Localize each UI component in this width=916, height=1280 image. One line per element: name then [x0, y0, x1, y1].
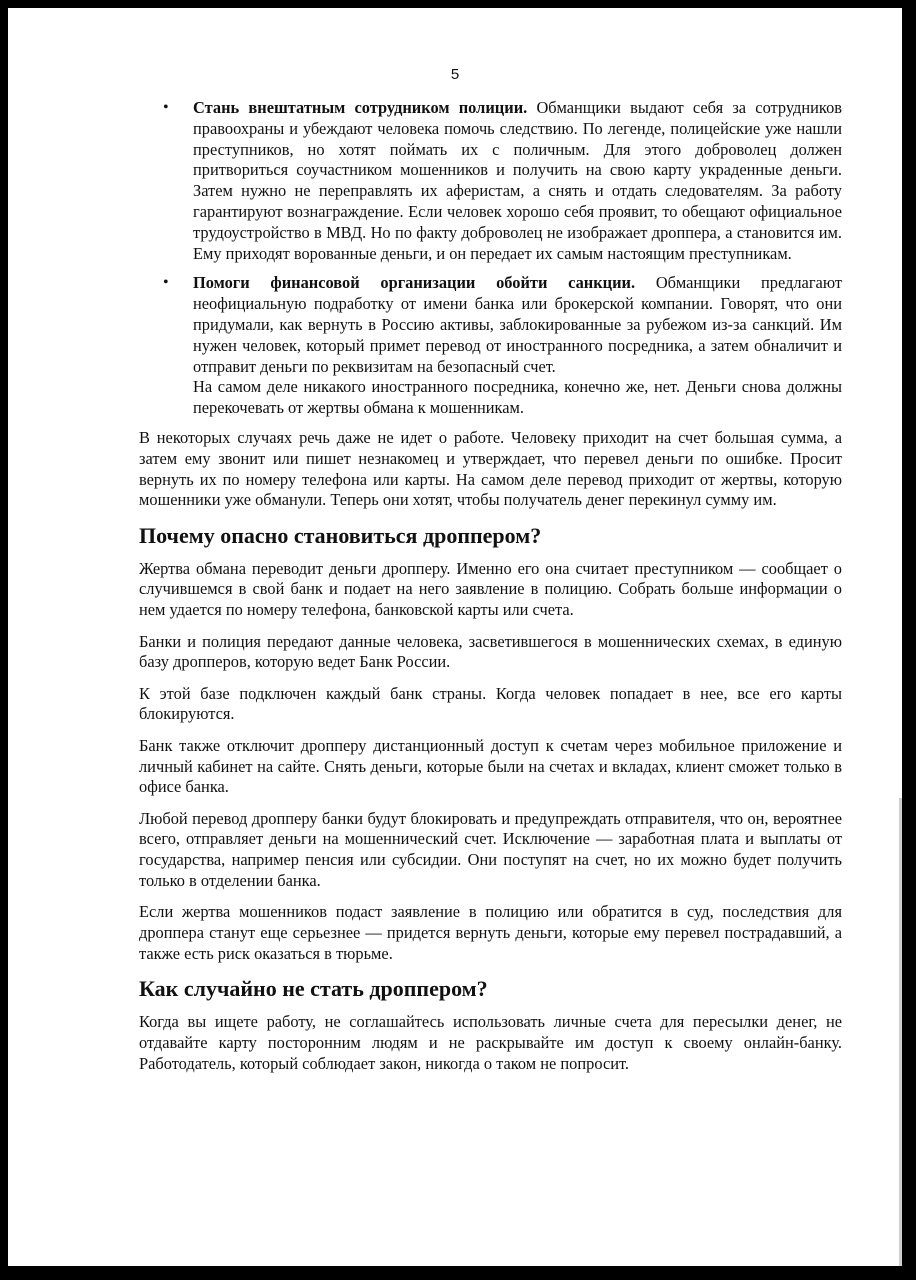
scrollbar[interactable] [899, 798, 902, 1266]
bullet-text: Обманщики выдают себя за сотрудников правоохраны и убеждают человека помочь следствию. По легенде, полицейские уже нашли преступников, но хотят поймать их с поличным. Для этого доброволец должен притвориться соучастником мошенников и получить на свою карту украденные деньги. Затем нужно не переправлять их аферистам, а снять и отдать следователям. За работу гарантируют вознаграждение. Если человек хорошо себя проявит, то обещают официальное трудоустройство в МВД. Но по факту доброволец не изображает дроппера, а становится им. Ему приходят ворованные деньги, и он передает их самым настоящим преступникам. [193, 98, 843, 263]
bullet-lead: Помоги финансовой организации обойти санкции. [193, 273, 636, 293]
paragraph: Если жертва мошенников подаст заявление в полицию или обратится в суд, последствия для дроппера станут еще серьезнее — придется вернуть деньги, которые ему перевел пострадавший, а также есть риск оказаться в тюрьме. [139, 902, 842, 963]
bullet-dot-icon: • [163, 274, 169, 292]
bullet-list [139, 98, 842, 419]
paragraph-intro: В некоторых случаях речь даже не идет о работе. Человеку приходит на счет большая сумма, а затем ему звонит или пишет незнакомец и утверждает, что перевел деньги по ошибке. Просит вернуть их по номеру телефона или карты. На самом деле перевод приходит от жертвы, которую мошенники уже обманули. Теперь они хотят, чтобы получатель денег перекинул сумму им. [139, 427, 842, 510]
paragraph: Банки и полиция передают данные человека, засветившегося в мошеннических схемах, в единую базу дропперов, которую ведет Банк России. [139, 631, 842, 672]
bullet-lead: Стань внештатным сотрудником полиции. [193, 98, 528, 117]
paragraph: Банк также отключит дропперу дистанционный доступ к счетам через мобильное приложение и личный кабинет на сайте. Снять деньги, которые были на счетах и вкладах, клиент сможет только в офисе банка. [139, 735, 842, 797]
page-number: 5 [450, 66, 460, 83]
bullet-extra-text: На самом деле никакого иностранного посредника, конечно же, нет. Деньги снова должны перекочевать от жертвы обмана к мошенникам. [193, 377, 842, 418]
paragraph: Когда вы ищете работу, не соглашайтесь использовать личные счета для пересылки денег, не отдавайте карту посторонним людям и не раскрывайте им доступ к своему онлайн-банку. Работодатель, который соблюдает закон, никогда о таком не попросит. [139, 1012, 842, 1073]
paragraph: К этой базе подключен каждый банк страны. Когда человек попадает в нее, все его карты блокируются. [139, 683, 842, 724]
section-heading-prevention: Как случайно не стать дроппером? [139, 976, 488, 1002]
paragraph: Жертва обмана переводит деньги дропперу. Именно его она считает преступником — сообщает о случившемся в свой банк и подает на него заявление в полицию. Собрать больше информации о нем удается по номеру телефона, банковской карты или счета. [139, 558, 842, 620]
section-heading-danger: Почему опасно становиться дроппером? [139, 522, 542, 548]
page-content [139, 98, 842, 1085]
bullet-dot-icon: • [163, 99, 169, 116]
bullet-item-police [139, 98, 842, 264]
paragraph: Любой перевод дропперу банки будут блокировать и предупреждать отправителя, что он, вероятнее всего, отправляет деньги на мошеннический счет. Исключение — заработная плата и выплаты от государства, например пенсия или субсидии. Они поступят на счет, но их можно будет получить только в отделении банка. [139, 808, 842, 890]
bullet-text: Обманщики предлагают неофициальную подработку от имени банка или брокерской компании. Говорят, что они придумали, как вернуть в Россию активы, заблокированные за рубежом из-за санкций. Им нужен человек, который примет перевод от иностранного посредника, а затем обналичит и отправит деньги по реквизитам на безопасный счет. [193, 273, 843, 376]
document-page [8, 8, 902, 1266]
bullet-item-sanctions [139, 273, 842, 419]
